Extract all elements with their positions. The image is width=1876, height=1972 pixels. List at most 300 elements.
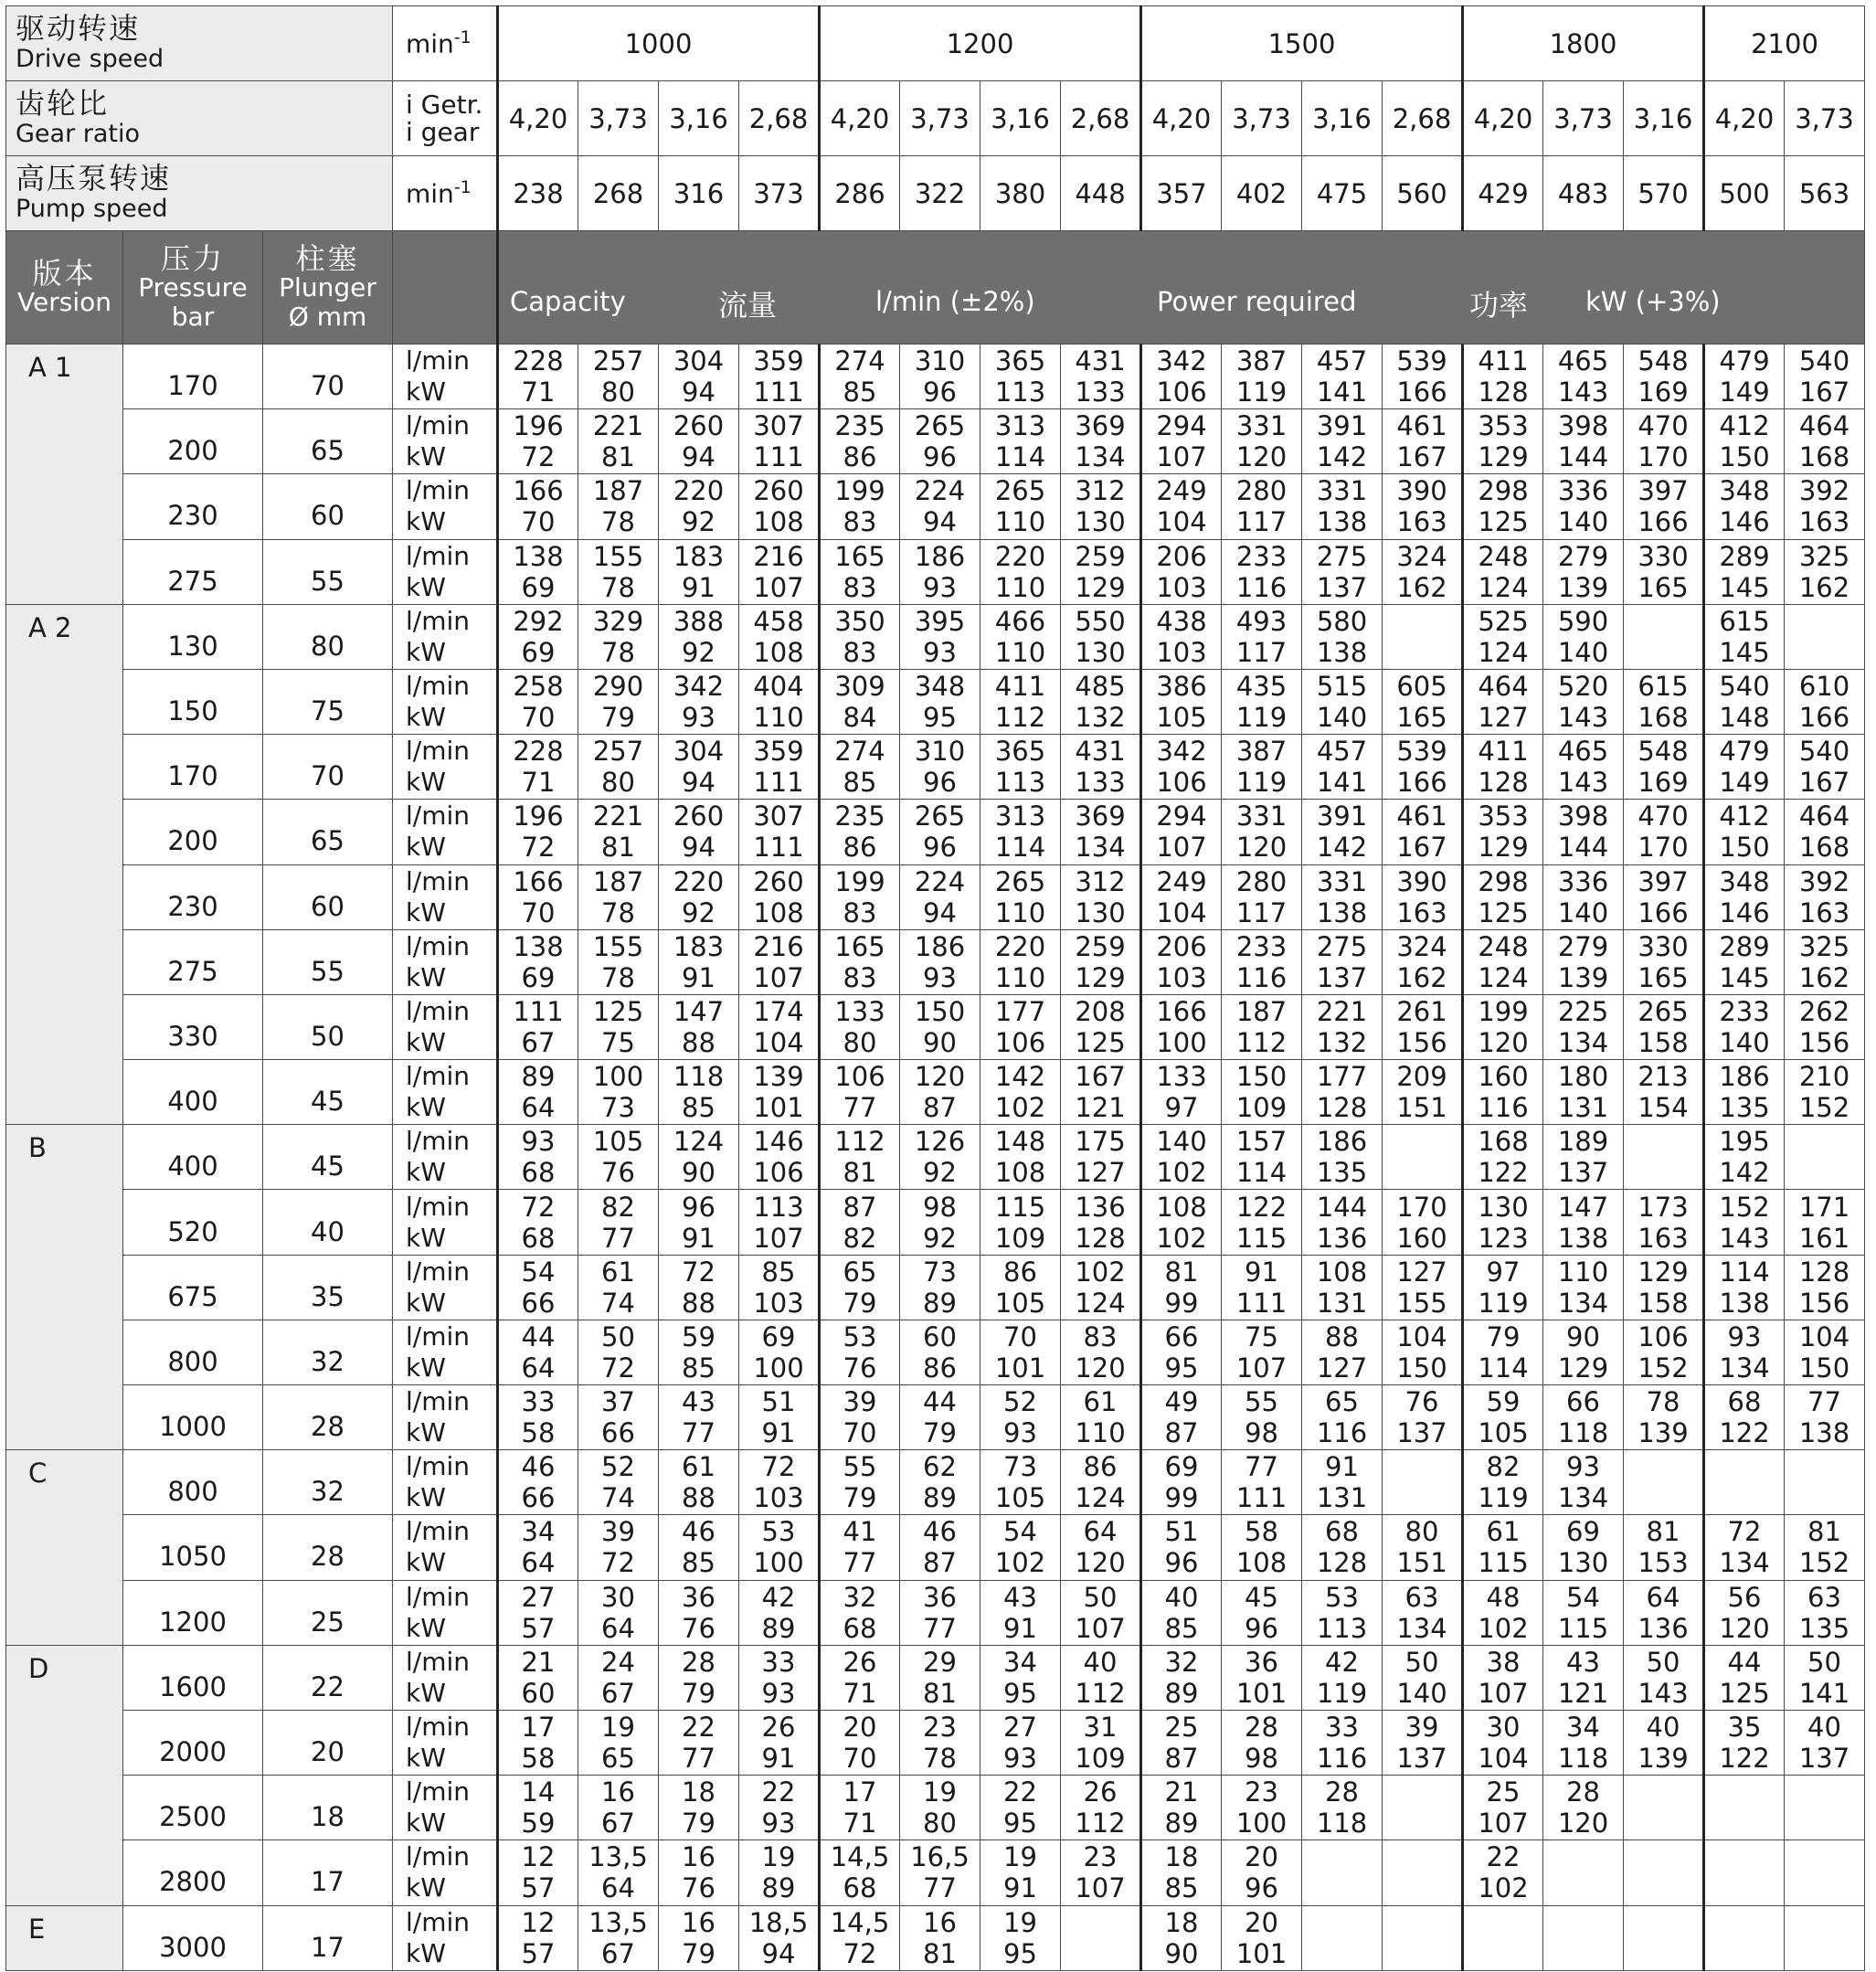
power-value: 166 (1638, 896, 1689, 928)
flow-unit: l/min (406, 930, 471, 961)
power-value: 76 (843, 1352, 877, 1384)
value-cell (1463, 1905, 1543, 1970)
flow-value: 73 (1003, 1451, 1037, 1483)
legend-flow-unit: l/min (±2%) (875, 286, 1035, 317)
power-value: 67 (601, 1937, 635, 1969)
value-cell (578, 1320, 659, 1384)
value-cell (980, 1840, 1061, 1905)
flow-value: 100 (592, 1061, 644, 1093)
gear-ratio-value-6: 3,16 (980, 81, 1061, 156)
power-value: 111 (753, 441, 804, 473)
value-cell (659, 1580, 739, 1645)
flow-value: 359 (753, 736, 804, 768)
gear-ratio-value-11: 2,68 (1383, 81, 1463, 156)
power-value: 131 (1316, 1482, 1368, 1514)
value-cell (1463, 1385, 1543, 1450)
power-value: 135 (1798, 1612, 1850, 1644)
pump-speed-value-5: 322 (900, 156, 980, 231)
power-value: 156 (1798, 1287, 1850, 1319)
value-cell (900, 1255, 980, 1320)
power-value: 81 (601, 441, 635, 473)
power-value (1061, 1938, 1139, 1969)
flow-value: 386 (1156, 671, 1207, 703)
value-cell (1141, 474, 1222, 539)
value-cell (1785, 800, 1865, 864)
power-value: 75 (601, 1026, 635, 1058)
value-cell (900, 1580, 980, 1645)
flow-value: 40 (1807, 1712, 1841, 1744)
value-cell (1463, 345, 1543, 409)
power-value: 141 (1316, 376, 1368, 408)
flow-value: 258 (513, 671, 564, 703)
power-unit: kW (406, 1547, 446, 1578)
flow-value (1624, 606, 1702, 637)
value-cell (1543, 1320, 1624, 1384)
value-cell (1704, 1320, 1785, 1384)
power-value: 143 (1719, 1222, 1770, 1254)
table-row (6, 539, 1865, 604)
value-cell (1383, 1385, 1463, 1450)
value-cell (980, 800, 1061, 864)
power-value: 110 (994, 506, 1046, 538)
flow-value: 390 (1396, 865, 1447, 897)
power-value: 86 (923, 1352, 957, 1384)
version-cell: B (6, 1125, 123, 1450)
flow-value: 55 (843, 1451, 877, 1483)
plunger-cell: 28 (263, 1385, 393, 1450)
power-value: 140 (1557, 506, 1609, 538)
value-cell (1222, 864, 1302, 929)
power-value: 122 (1719, 1743, 1770, 1775)
power-unit: kW (406, 506, 446, 537)
flow-value: 53 (843, 1320, 877, 1352)
value-cell (1222, 1580, 1302, 1645)
value-cell (1543, 474, 1624, 539)
value-cell (1061, 735, 1141, 800)
value-cell (498, 539, 578, 604)
flow-value: 31 (1083, 1712, 1118, 1744)
power-unit: kW (406, 832, 446, 863)
table-row (6, 1385, 1865, 1450)
power-value: 89 (761, 1612, 796, 1644)
value-cell (1785, 409, 1865, 474)
power-value (1383, 1872, 1461, 1903)
pressure-head (123, 231, 263, 345)
value-cell (1463, 669, 1543, 734)
flow-value: 64 (1083, 1516, 1118, 1548)
power-value: 145 (1719, 571, 1770, 603)
power-value: 119 (1235, 767, 1288, 799)
pump-speed-value-1: 268 (578, 156, 659, 231)
flow-unit: l/min (406, 410, 471, 441)
flow-value: 228 (513, 736, 564, 768)
flow-value: 210 (1798, 1061, 1850, 1093)
flow-unit: l/min (406, 865, 471, 896)
unit-cell (393, 1710, 498, 1775)
flow-value: 19 (1003, 1841, 1037, 1873)
flow-value: 126 (914, 1126, 966, 1158)
value-cell (1463, 800, 1543, 864)
power-value: 153 (1638, 1547, 1689, 1579)
pump-speed-value-7: 448 (1061, 156, 1141, 231)
value-cell (1543, 1710, 1624, 1775)
value-cell (1302, 994, 1383, 1059)
flow-value: 64 (1646, 1581, 1680, 1613)
value-cell (1302, 669, 1383, 734)
power-value (1785, 1482, 1864, 1513)
value-cell (980, 409, 1061, 474)
flow-value: 28 (1566, 1776, 1600, 1808)
value-cell (578, 539, 659, 604)
flow-value: 59 (1486, 1386, 1521, 1418)
power-value: 163 (1638, 1222, 1689, 1254)
flow-value: 515 (1316, 671, 1368, 703)
flow-value: 93 (521, 1126, 556, 1158)
power-value: 112 (1075, 1677, 1126, 1709)
power-value: 89 (1164, 1677, 1199, 1709)
value-cell (498, 1710, 578, 1775)
power-value: 109 (994, 1222, 1046, 1254)
flow-unit: l/min (406, 995, 471, 1026)
flow-value: 412 (1719, 410, 1770, 442)
power-value: 143 (1557, 376, 1609, 408)
flow-value: 183 (673, 930, 725, 962)
value-cell (820, 1320, 900, 1384)
power-value: 70 (843, 1743, 877, 1775)
value-cell (980, 1450, 1061, 1515)
value-cell (739, 1776, 820, 1840)
power-value: 59 (521, 1808, 556, 1839)
flow-value (1785, 1126, 1864, 1157)
flow-unit: l/min (406, 1256, 471, 1287)
flow-value: 348 (1719, 865, 1770, 897)
drive-speed-1500: 1500 (1141, 6, 1463, 81)
power-value: 116 (1316, 1743, 1368, 1775)
power-value: 91 (1003, 1612, 1037, 1644)
value-cell (1785, 1385, 1865, 1450)
flow-value: 147 (673, 995, 725, 1027)
power-value: 122 (1719, 1417, 1770, 1449)
flow-value: 26 (843, 1646, 877, 1678)
power-value: 162 (1396, 961, 1447, 993)
flow-value: 221 (1316, 995, 1368, 1027)
value-cell (1624, 1840, 1704, 1905)
power-value: 93 (682, 702, 715, 734)
power-value: 77 (923, 1872, 957, 1904)
value-cell (1302, 1840, 1383, 1905)
value-cell (498, 1320, 578, 1384)
pump-speed-unit (393, 156, 498, 231)
power-value: 78 (923, 1743, 957, 1775)
flow-value (1543, 1841, 1623, 1872)
flow-value (1383, 1776, 1461, 1808)
value-cell (1704, 1125, 1785, 1190)
flow-value (1383, 1841, 1461, 1872)
power-value: 92 (682, 506, 715, 538)
value-cell (1061, 1905, 1141, 1970)
flow-value: 265 (914, 800, 966, 832)
flow-value: 525 (1478, 605, 1529, 637)
flow-value: 260 (673, 410, 725, 442)
value-cell (578, 1710, 659, 1775)
flow-value: 199 (834, 475, 885, 507)
value-cell (900, 1320, 980, 1384)
flow-value: 18,5 (748, 1906, 809, 1938)
power-value: 58 (521, 1417, 556, 1449)
flow-value: 233 (1719, 995, 1770, 1027)
power-value: 107 (1075, 1612, 1126, 1644)
unit-cell (393, 1190, 498, 1255)
gear-ratio-value-2: 3,16 (659, 81, 739, 156)
gear-ratio-value-7: 2,68 (1061, 81, 1141, 156)
value-cell (1704, 1840, 1785, 1905)
version-head-zh: 版本 (32, 255, 97, 291)
flow-value: 257 (592, 736, 644, 768)
value-cell (1383, 1840, 1463, 1905)
power-value: 121 (1557, 1677, 1609, 1709)
gear-ratio-value-10: 3,16 (1302, 81, 1383, 156)
value-cell (1383, 669, 1463, 734)
power-value: 132 (1316, 1026, 1368, 1058)
value-cell (1061, 474, 1141, 539)
flow-value: 461 (1396, 800, 1447, 832)
power-value: 91 (1003, 1872, 1037, 1904)
flow-value: 142 (994, 1061, 1046, 1093)
flow-value: 32 (1164, 1646, 1199, 1678)
value-cell (659, 345, 739, 409)
table-row (6, 1840, 1865, 1905)
value-cell (1704, 800, 1785, 864)
power-value: 166 (1396, 767, 1447, 799)
flow-value: 155 (592, 540, 644, 572)
power-value: 125 (1719, 1677, 1770, 1709)
flow-value: 20 (843, 1712, 877, 1744)
flow-value: 36 (682, 1581, 715, 1613)
table-row (6, 1255, 1865, 1320)
power-value: 116 (1316, 1417, 1368, 1449)
value-cell (578, 1515, 659, 1580)
flow-value: 23 (923, 1712, 957, 1744)
value-cell (900, 1125, 980, 1190)
power-value (1383, 1482, 1461, 1513)
value-cell (1463, 1840, 1543, 1905)
value-cell (1543, 1060, 1624, 1125)
flow-value (1624, 1907, 1702, 1938)
value-cell (1302, 1320, 1383, 1384)
value-cell (1383, 409, 1463, 474)
value-cell (739, 669, 820, 734)
power-value: 92 (923, 1157, 957, 1189)
flow-value: 140 (1156, 1126, 1207, 1158)
flow-value: 13,5 (588, 1841, 648, 1873)
value-cell (1141, 800, 1222, 864)
value-cell (659, 1385, 739, 1450)
flow-value: 22 (761, 1776, 796, 1808)
power-value: 131 (1316, 1287, 1368, 1319)
flow-value: 342 (1156, 736, 1207, 768)
value-cell (980, 1125, 1061, 1190)
flow-unit: l/min (406, 1776, 471, 1808)
value-cell (980, 1385, 1061, 1450)
value-cell (1383, 539, 1463, 604)
value-cell (1463, 409, 1543, 474)
value-cell (1061, 1060, 1141, 1125)
value-cell (1141, 1125, 1222, 1190)
value-cell (1543, 1190, 1624, 1255)
flow-value: 16 (682, 1906, 715, 1938)
flow-value: 148 (994, 1126, 1046, 1158)
power-unit: kW (406, 1937, 446, 1968)
flow-value: 175 (1075, 1126, 1126, 1158)
power-value: 106 (753, 1157, 804, 1189)
flow-value: 261 (1396, 995, 1447, 1027)
power-unit: kW (406, 441, 446, 472)
table-row (6, 1580, 1865, 1645)
power-value: 69 (521, 636, 556, 668)
value-cell (1624, 409, 1704, 474)
power-value: 127 (1478, 702, 1529, 734)
flow-value: 104 (1396, 1320, 1447, 1352)
power-value: 120 (1478, 1026, 1529, 1058)
value-cell (739, 1450, 820, 1515)
power-value (1383, 1938, 1461, 1969)
value-cell (1141, 604, 1222, 669)
power-value: 113 (1316, 1612, 1368, 1644)
pressure-cell: 170 (123, 735, 263, 800)
flow-value: 79 (1486, 1320, 1521, 1352)
value-cell (739, 1710, 820, 1775)
power-value: 163 (1798, 506, 1850, 538)
value-cell (1785, 1645, 1865, 1710)
table-row (6, 474, 1865, 539)
value-cell (739, 1840, 820, 1905)
flow-value: 33 (761, 1646, 796, 1678)
power-value: 104 (1478, 1743, 1529, 1775)
value-cell (1785, 1710, 1865, 1775)
power-value: 72 (521, 441, 556, 473)
value-cell (1383, 735, 1463, 800)
flow-value: 93 (1727, 1320, 1762, 1352)
flow-value: 12 (521, 1906, 556, 1938)
pressure-cell: 150 (123, 669, 263, 734)
power-value: 107 (1478, 1808, 1529, 1839)
power-unit: kW (406, 1612, 446, 1643)
flow-unit: l/min (406, 1451, 471, 1482)
value-cell (1785, 1450, 1865, 1515)
value-cell (1543, 1125, 1624, 1190)
flow-value: 120 (914, 1061, 966, 1093)
value-cell (1543, 539, 1624, 604)
flow-value: 130 (1478, 1191, 1529, 1223)
flow-value: 464 (1478, 671, 1529, 703)
power-value (1785, 1938, 1864, 1969)
power-value: 83 (843, 896, 877, 928)
unit-cell (393, 929, 498, 994)
value-cell (1543, 409, 1624, 474)
power-value: 158 (1638, 1287, 1689, 1319)
unit-cell (393, 1450, 498, 1515)
power-value: 107 (1075, 1872, 1126, 1904)
flow-value: 62 (923, 1451, 957, 1483)
value-cell (980, 735, 1061, 800)
value-cell (1222, 1450, 1302, 1515)
value-cell (739, 929, 820, 994)
value-cell (1543, 669, 1624, 734)
power-value: 89 (923, 1482, 957, 1514)
unit-cell (393, 409, 498, 474)
power-value: 130 (1075, 636, 1126, 668)
legend-power-unit: kW (+3%) (1585, 286, 1721, 317)
power-value: 98 (1245, 1417, 1278, 1449)
flow-value: 89 (521, 1061, 556, 1093)
power-value: 80 (601, 376, 635, 408)
power-value: 114 (994, 441, 1046, 473)
value-cell (1141, 1710, 1222, 1775)
value-cell (1624, 994, 1704, 1059)
power-value (1302, 1872, 1382, 1903)
flow-value: 75 (1245, 1320, 1278, 1352)
value-cell (1383, 1320, 1463, 1384)
value-cell (1543, 345, 1624, 409)
unit-cell (393, 1320, 498, 1384)
value-cell (659, 864, 739, 929)
flow-value: 27 (1003, 1712, 1037, 1744)
value-cell (498, 1776, 578, 1840)
power-value: 108 (753, 896, 804, 928)
flow-value: 438 (1156, 605, 1207, 637)
flow-value: 39 (843, 1386, 877, 1418)
flow-value: 199 (1478, 995, 1529, 1027)
version-cell: A 2 (6, 604, 123, 1125)
flow-value: 548 (1638, 736, 1689, 768)
flow-value: 58 (1245, 1516, 1278, 1548)
power-value: 165 (1396, 702, 1447, 734)
value-cell (1383, 800, 1463, 864)
power-value: 64 (521, 1547, 556, 1579)
plunger-cell: 17 (263, 1905, 393, 1970)
power-value: 79 (682, 1937, 715, 1969)
legend-capacity: Capacity (510, 286, 626, 317)
power-value: 64 (521, 1092, 556, 1124)
flow-value: 30 (1486, 1712, 1521, 1744)
flow-value: 73 (923, 1256, 957, 1288)
value-cell (1383, 994, 1463, 1059)
legend-power: Power required (1157, 286, 1357, 317)
flow-value: 265 (914, 410, 966, 442)
flow-value: 25 (1164, 1712, 1199, 1744)
value-cell (900, 994, 980, 1059)
value-cell (820, 929, 900, 994)
power-value: 85 (682, 1352, 715, 1384)
power-value: 107 (1235, 1352, 1288, 1384)
value-cell (820, 864, 900, 929)
flow-value: 60 (923, 1320, 957, 1352)
value-cell (1302, 1060, 1383, 1125)
flow-value: 22 (1003, 1776, 1037, 1808)
pump-speed-value-0: 238 (498, 156, 578, 231)
flow-value: 147 (1557, 1191, 1609, 1223)
value-cell (980, 1905, 1061, 1970)
value-cell (1383, 1580, 1463, 1645)
power-value: 162 (1396, 571, 1447, 603)
power-value: 138 (1719, 1287, 1770, 1319)
power-value: 128 (1478, 376, 1529, 408)
table-row (6, 604, 1865, 669)
value-cell (900, 1776, 980, 1840)
value-cell (1141, 1580, 1222, 1645)
value-cell (1704, 1905, 1785, 1970)
flow-value: 470 (1638, 410, 1689, 442)
